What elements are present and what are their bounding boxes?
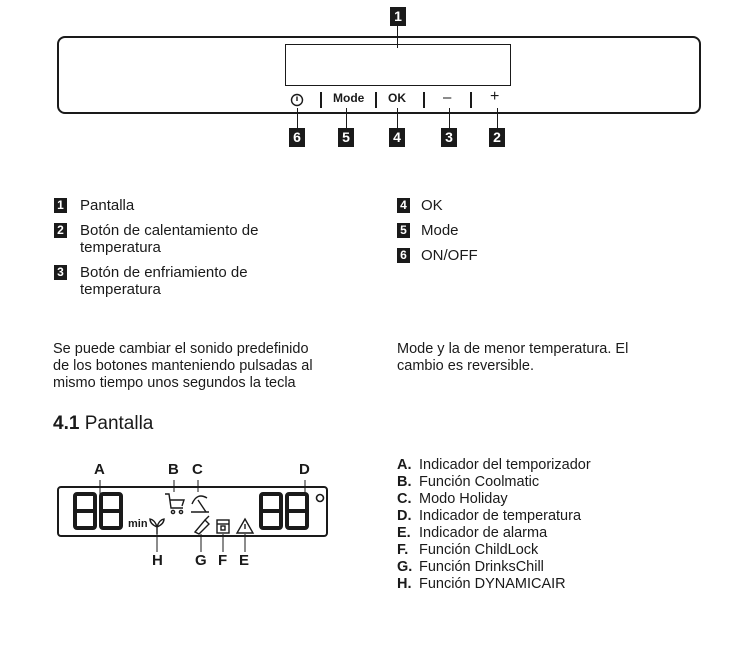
lcd-legend-text: Modo Holiday — [419, 491, 508, 507]
callout-2: 2 — [489, 128, 505, 147]
minus-button[interactable]: – — [443, 89, 452, 106]
section-heading — [53, 413, 153, 435]
lcd-label-d: D — [299, 461, 310, 478]
separator — [423, 92, 425, 108]
lcd-label-e: E — [239, 552, 250, 569]
lcd-legend-text: Función ChildLock — [419, 542, 539, 558]
leader-line-3 — [449, 108, 450, 128]
lcd-label-c: C — [192, 461, 203, 478]
lcd-legend-text: Indicador de alarma — [419, 525, 548, 541]
lcd-unit: min — [128, 518, 148, 530]
lcd-legend-text: Función DrinksChill — [419, 559, 544, 575]
legend-text: OK — [421, 197, 443, 214]
separator — [320, 92, 322, 108]
separator — [375, 92, 377, 108]
drinks-chill-icon — [195, 516, 209, 534]
display-window — [285, 44, 511, 86]
legend-text: Botón de calentamiento de temperatura — [80, 222, 259, 256]
legend-text: Botón de enfriamiento de temperatura — [80, 264, 248, 298]
lcd-label-g: G — [195, 552, 207, 569]
paragraph-left: Se puede cambiar el sonido predefinido de los botones manteniendo pulsadas al mismo tiempo unos segundos la tecla — [53, 341, 313, 391]
lcd-legend-key: G. — [397, 559, 413, 575]
leader-line-2 — [497, 108, 498, 128]
lcd-legend-item — [397, 559, 544, 576]
lcd-legend-key: B. — [397, 474, 412, 490]
legend-num: 4 — [397, 198, 410, 213]
lcd-legend-item — [397, 525, 547, 542]
lcd-label-h: H — [152, 552, 163, 569]
separator — [470, 92, 472, 108]
lcd-legend-key: F. — [397, 542, 409, 558]
lcd-label-f: F — [218, 552, 228, 569]
callout-4: 4 — [389, 128, 405, 147]
power-icon[interactable] — [290, 93, 304, 107]
plus-button[interactable]: + — [490, 88, 500, 105]
legend-text: ON/OFF — [421, 247, 478, 264]
lcd-legend-item — [397, 474, 539, 491]
fan-icon — [150, 519, 164, 534]
lcd-legend-key: H. — [397, 576, 412, 592]
mode-button[interactable]: Mode — [333, 91, 365, 105]
legend-num: 1 — [54, 198, 67, 213]
callout-1: 1 — [390, 7, 406, 26]
holiday-umbrella-icon — [191, 496, 209, 512]
leader-line-5 — [346, 108, 347, 128]
lcd-label-a: A — [94, 461, 105, 478]
lcd-legend-item — [397, 542, 538, 559]
child-lock-icon — [217, 520, 229, 533]
section-number: 4.1 — [53, 413, 80, 434]
callout-6: 6 — [289, 128, 305, 147]
ok-button[interactable]: OK — [388, 91, 406, 105]
lcd-legend-item — [397, 491, 508, 508]
lcd-legend-key: C. — [397, 491, 412, 507]
leader-line-4 — [397, 108, 398, 128]
section-title: Pantalla — [84, 413, 154, 434]
alarm-triangle-icon — [237, 519, 253, 533]
legend-num: 3 — [54, 265, 67, 280]
paragraph-right: Mode y la de menor temperatura. El cambio es reversible. — [397, 341, 629, 374]
cart-icon — [165, 494, 184, 514]
lcd-legend-text: Función DYNAMICAIR — [419, 576, 566, 592]
lcd-legend-item — [397, 508, 581, 525]
legend-text: Pantalla — [80, 197, 135, 214]
lcd-legend-text: Indicador de temperatura — [419, 508, 582, 524]
legend-num: 2 — [54, 223, 67, 238]
callout-3: 3 — [441, 128, 457, 147]
callout-5: 5 — [338, 128, 354, 147]
leader-line-6 — [297, 108, 298, 128]
lcd-legend-item — [397, 576, 566, 593]
lcd-legend-key: D. — [397, 508, 412, 524]
lcd-legend-item — [397, 457, 591, 474]
legend-num: 6 — [397, 248, 410, 263]
lcd-label-b: B — [168, 461, 179, 478]
lcd-legend-key: E. — [397, 525, 411, 541]
lcd-legend-text: Función Coolmatic — [419, 474, 540, 490]
legend-num: 5 — [397, 223, 410, 238]
lcd-legend-key: A. — [397, 457, 412, 473]
lcd-legend-text: Indicador del temporizador — [419, 457, 591, 473]
legend-text: Mode — [421, 222, 459, 239]
